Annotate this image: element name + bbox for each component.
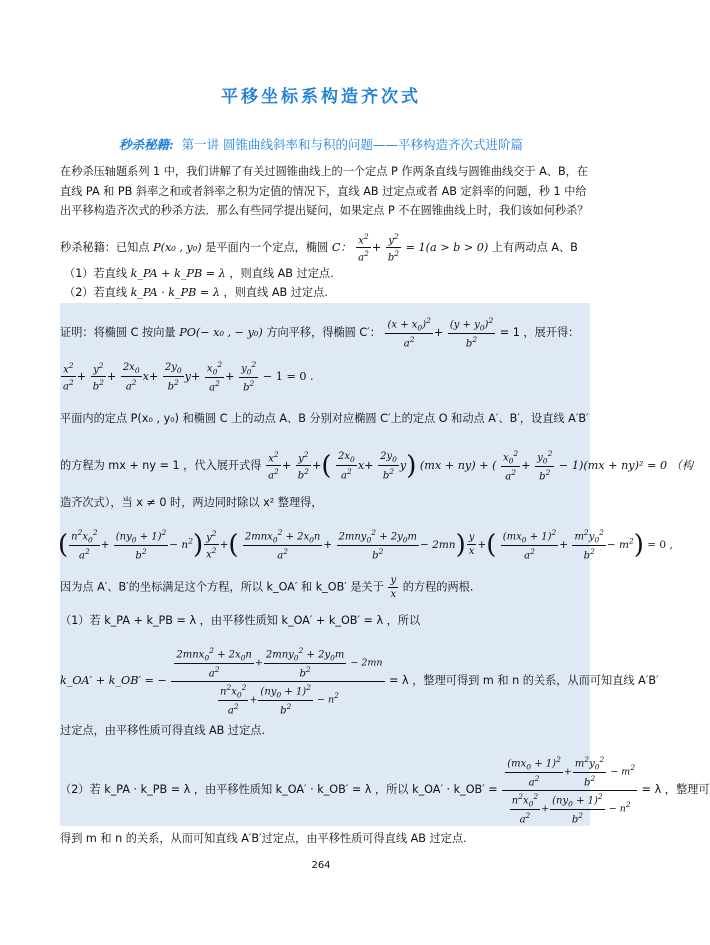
proof-p1-a: 证明：将椭圆 C 按向量: [60, 325, 176, 339]
proof-p4-c: − 1)(mx + ny)² = 0 （构: [558, 458, 694, 472]
case-2-formula: （2）若 k_PA · k_PB = λ ，由平移性质知 k_OA′ · k_OB′ = λ ，所以 k_OA′ · k_OB′ = $\frac{(mx_0 + 1)^2}{a^2}$ + $\frac{m^2y_0^2}{b^2}$ − $m^2$ $\frac{n^2x_0^2}{a^2}$ + $\frac{(ny_0 + 1)^2}{b^2}$ − $n^2$ = λ ，整理可: [60, 755, 710, 826]
proof-p7-a: 因为点 A′、B′的坐标满足这个方程，所以 k_OA′ 和 k_OB′ 是关于: [60, 580, 384, 594]
proof-line-3: 平面内的定点 P(x₀ , y₀) 和椭圆 C 上的动点 A、B 分别对应椭圆 C′上的定点 O 和动点 A′、B′，设直线 A′B′: [60, 412, 589, 425]
proof-p4-b: (mx + ny) + (: [419, 458, 497, 472]
expanded-equation: $\frac{x^2}{a^2}$ + $\frac{y^2}{b^2}$ + $\frac{2x_0}{a^2}$ x+ $\frac{2y_0}{b^2}$ y+ $\frac{x_0^2}{a^2}$ + $\frac{y_0^2}{b^2}$ − 1 = 0 .: [63, 360, 314, 394]
proof-line-1: 证明：将椭圆 C 按向量 PO(− x₀ , − y₀) 方向平移，得椭圆 C′： $\frac{(x + x_0)^2}{a^2}$ + $\frac{(y + y_0)^2}{b^2}$ = 1 ，展开得：: [60, 316, 580, 350]
page-number: 264: [311, 860, 331, 871]
case-2-end: 得到 m 和 n 的关系，从而可知直线 A′B′过定点，由平移性质可得直线 AB 过定点.: [60, 832, 467, 845]
secret-tail: 上有两动点 A、B: [491, 240, 578, 254]
section-subtitle: [0, 135, 642, 153]
case-1: [64, 265, 334, 281]
case-1-tail: = λ ，整理可得到 m 和 n 的关系，从而可知直线 A′B′: [389, 674, 659, 688]
proof-line-5: 造齐次式），当 x ≠ 0 时，两边同时除以 x² 整理得，: [60, 496, 323, 509]
secret-label: 秒杀秘籍：已知点: [60, 240, 150, 254]
proof-p4-a: 的方程为 mx + ny = 1 ，代入展开式得: [60, 458, 262, 472]
frac-x2-a2: $\frac{x^2}{a^2}$: [358, 232, 369, 264]
case-2-suffix: ，则直线 AB 过定点.: [223, 286, 328, 299]
case-1-proof: （1）若 k_PA + k_PB = λ ，由平移性质知 k_OA′ + k_OB′ = λ ，所以: [60, 614, 421, 627]
case-2-tail: = λ ，整理可: [641, 783, 710, 797]
case-2-cond: k_PA · k_PB = λ: [130, 286, 220, 299]
case-2-proof: （2）若 k_PA · k_PB = λ ，由平移性质知 k_OA′ · k_OB′ = λ ，所以 k_OA′ · k_OB′ =: [60, 783, 498, 797]
case-1-prefix: （1）若直线: [64, 267, 128, 280]
series-label: 秒杀秘籍:: [118, 137, 174, 152]
expanded-tail: − 1 = 0 .: [262, 369, 314, 383]
secret-line: 秒杀秘籍：已知点 P(x₀ , y₀) 是平面内一个定点，椭圆 C： $\frac{x^2}{a^2}$ + $\frac{y^2}{b^2}$ = 1(a > b > 0) 上有两动点 A、B: [60, 232, 578, 264]
secret-mid: 是平面内一个定点，椭圆: [205, 240, 329, 254]
frac-shifted-y: $\frac{(y + y_0)^2}{b^2}$: [449, 316, 494, 350]
point-p: P(x₀ , y₀): [153, 240, 202, 254]
lecture-title: 第一讲 圆锥曲线斜率和与积的问题——平移构造齐次式进阶篇: [181, 137, 524, 152]
case-2: [64, 284, 328, 300]
proof-p1-c: = 1 ，展开得：: [499, 325, 580, 339]
case-1-formula: k_OA′ + k_OB′ = − $\frac{2mnx_0^2 + 2x_0n}{a^2}$ + $\frac{2mny_0^2 + 2y_0m}{b^2}$ − 2mn $\frac{n^2x_0^2}{a^2}$ + $\frac{(ny_0 + 1)^2}{b^2}$ − $n^2$ = λ ，整理可得到 m 和 n 的关系，从而可知直线 A′B′: [60, 646, 659, 717]
case-1-lhs: k_OA′ + k_OB′ = −: [60, 674, 167, 688]
intro-paragraph: 在秒杀压轴题系列 1 中，我们讲解了有关过圆锥曲线上的一个定点 P 作两条直线与圆锥曲线交于 A、B，在直线 PA 和 PB 斜率之和或者斜率之积为定值的情况下，直线 AB 过定点或者 AB 定斜率的问题，秒 1 中给出平移构造齐次式的秒杀方法．那么有些同学提出疑问，如果定点 P 不在圆锥曲线上时，我们该如何秒杀？: [60, 165, 589, 217]
case-1-suffix: ，则直线 AB 过定点.: [229, 267, 334, 280]
ellipse-name: C：: [331, 240, 352, 254]
ellipse-condition: = 1(a > b > 0): [405, 240, 489, 254]
homogeneous-equation: ( $\frac{n^2x_0^2}{a^2}$ + $\frac{(ny_0 + 1)^2}{b^2}$ − $n^2$) $\frac{y^2}{x^2}$ +( $\frac{2mnx_0^2 + 2x_0n}{a^2}$ + $\frac{2mny_0^2 + 2y_0m}{b^2}$ − 2mn) $\frac{y}{x}$ +( $\frac{(mx_0 + 1)^2}{a^2}$ + $\frac{m^2y_0^2}{b^2}$ − $m^2) = 0$ ,: [58, 528, 673, 562]
page-title: 平移坐标系构造齐次式: [221, 87, 421, 107]
proof-line-4: 的方程为 mx + ny = 1 ，代入展开式得 $\frac{x^2}{a^2}$ + $\frac{y^2}{b^2}$ +( $\frac{2x_0}{a^2}$ x+ $\frac{2y_0}{b^2}$ y) (mx + ny) + ( $\frac{x_0^2}{a^2}$ + $\frac{y_0^2}{b^2}$ − 1)(mx + ny)² = 0 （构: [60, 449, 694, 483]
proof-line-7: 因为点 A′、B′的坐标满足这个方程，所以 k_OA′ 和 k_OB′ 是关于 $\frac{y}{x}$ 的方程的两根.: [60, 575, 474, 600]
case-1-end: 过定点，由平移性质可得直线 AB 过定点.: [60, 724, 265, 737]
proof-p7-b: 的方程的两根.: [402, 580, 474, 594]
translation-vector: PO(− x₀ , − y₀): [179, 325, 263, 339]
case-2-prefix: （2）若直线: [64, 286, 128, 299]
case-1-cond: k_PA + k_PB = λ: [130, 267, 226, 280]
frac-shifted-x: $\frac{(x + x_0)^2}{a^2}$: [387, 316, 431, 350]
homogeneous-tail: = 0 ,: [647, 538, 673, 551]
frac-y2-b2: $\frac{y^2}{b^2}$: [387, 232, 399, 264]
proof-p1-b: 方向平移，得椭圆 C′：: [266, 325, 381, 339]
